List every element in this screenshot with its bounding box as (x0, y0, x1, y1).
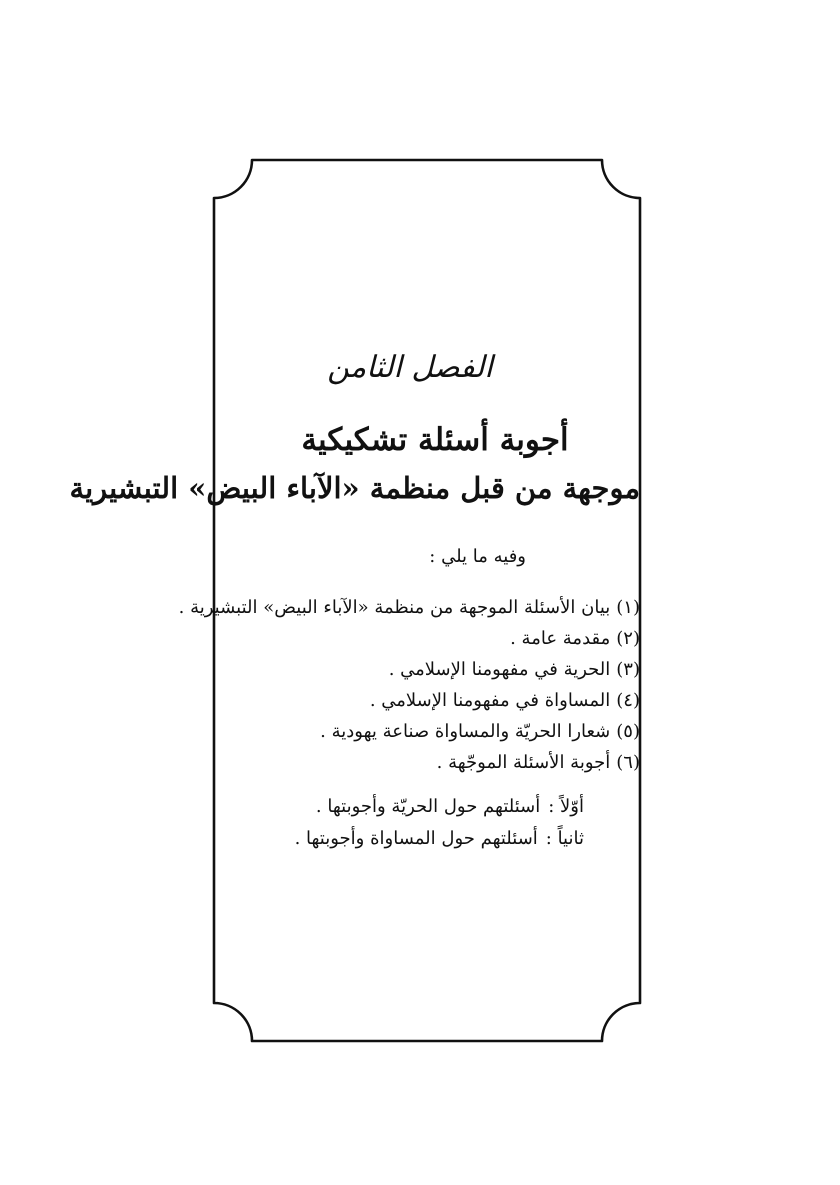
item-number: (١) (616, 597, 640, 618)
sub-list-item (295, 793, 584, 825)
item-text: شعارا الحريّة والمساواة صناعة يهودية . (320, 721, 611, 742)
sub-list-item (295, 825, 584, 857)
page-content (69, 0, 640, 1185)
item-number: (٢) (616, 628, 640, 649)
sub-item-label: ثانياً : (545, 828, 584, 849)
sub-item-text: أسئلتهم حول الحريّة وأجوبتها . (315, 796, 541, 817)
list-item (179, 687, 640, 718)
item-number: (٣) (616, 659, 640, 680)
intro-text: وفيه ما يلي : (429, 546, 526, 567)
chapter-title-line-1: أجوبة أسئلة تشكيكية (301, 422, 569, 458)
list-item (179, 749, 640, 780)
contents-list (179, 594, 640, 780)
list-item (179, 594, 640, 625)
item-text: المساواة في مفهومنا الإسلامي . (369, 690, 611, 711)
sub-list (295, 793, 584, 857)
chapter-title-line-2: موجهة من قبل منظمة «الآباء البيض» التبشيرية (69, 471, 640, 505)
item-text: أجوبة الأسئلة الموجّهة . (436, 752, 611, 773)
list-item (179, 656, 640, 687)
sub-item-label: أوّلاً : (548, 796, 584, 817)
item-text: بيان الأسئلة الموجهة من منظمة «الآباء البيض» التبشيرية . (178, 597, 611, 618)
list-item (179, 625, 640, 656)
item-text: الحرية في مفهومنا الإسلامي . (388, 659, 611, 680)
sub-item-text: أسئلتهم حول المساواة وأجوبتها . (294, 828, 538, 849)
chapter-heading: الفصل الثامن (327, 350, 493, 385)
list-item (179, 718, 640, 749)
item-number: (٦) (616, 752, 640, 773)
item-number: (٤) (616, 690, 640, 711)
item-number: (٥) (616, 721, 640, 742)
item-text: مقدمة عامة . (510, 628, 611, 649)
